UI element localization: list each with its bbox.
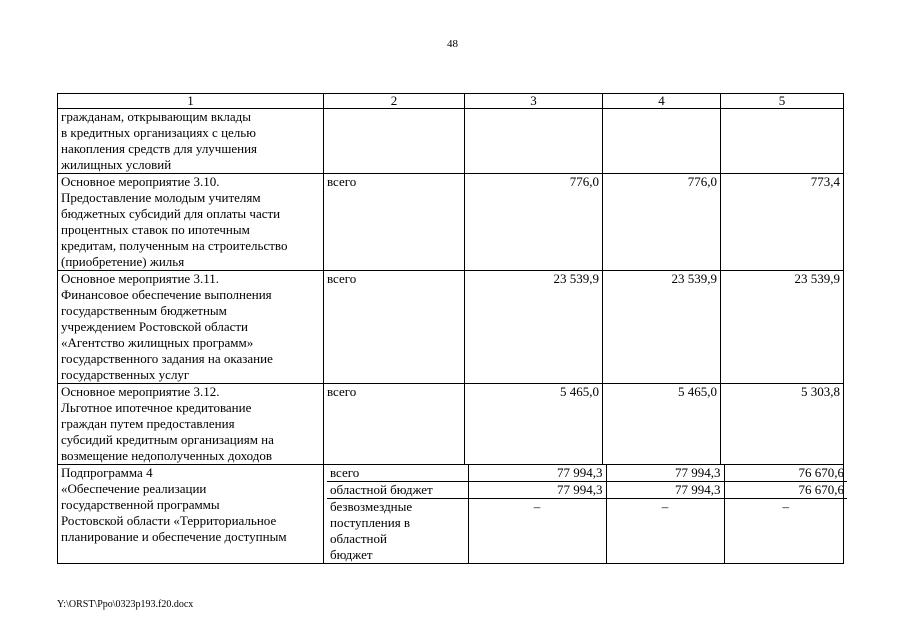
value-cell: 5 303,8 [721, 384, 844, 465]
value-cell [465, 109, 603, 174]
subprogram-name-cell [58, 465, 324, 564]
value-cell: 776,0 [603, 174, 721, 271]
value-cell: 77 994,3 [468, 482, 606, 499]
header-cell: 3 [465, 94, 603, 109]
budget-table [57, 93, 844, 564]
measure-name-line: бюджетных субсидий для оплаты части [61, 206, 281, 221]
subprogram-values-table [327, 465, 847, 563]
measure-name-line: государственным бюджетным [61, 303, 227, 318]
measure-name-line: субсидий кредитным организациям на [61, 432, 274, 447]
value-cell: 776,0 [465, 174, 603, 271]
value-cell: 76 670,6 [724, 482, 847, 499]
measure-name-cell [58, 384, 324, 465]
measure-name-line: Основное мероприятие 3.11. [61, 271, 219, 286]
table-row [58, 109, 844, 174]
value-cell: 23 539,9 [721, 271, 844, 384]
value-cell [603, 109, 721, 174]
subprogram-name-line: планирование и обеспечение доступным [61, 529, 287, 544]
header-cell: 1 [58, 94, 324, 109]
subprogram-name-line: государственной программы [61, 497, 220, 512]
measure-name-line: «Агентство жилищных программ» [61, 335, 254, 350]
value-cell: 5 465,0 [465, 384, 603, 465]
header-cell: 5 [721, 94, 844, 109]
header-row [58, 94, 844, 109]
measure-name-line: государственного задания на оказание [61, 351, 273, 366]
table-row [58, 271, 844, 384]
value-cell: 77 994,3 [606, 482, 724, 499]
measure-name-line: накопления средств для улучшения [61, 141, 258, 156]
funding-source-line: всего [330, 465, 360, 480]
subprogram-row [58, 465, 844, 564]
value-cell: – [606, 499, 724, 564]
value-cell [721, 109, 844, 174]
subprogram-name-line: Ростовской области «Территориальное [61, 513, 277, 528]
measure-name-line: кредитам, полученным на строительство [61, 238, 288, 253]
measure-name-cell [58, 174, 324, 271]
measure-name-line: Льготное ипотечное кредитование [61, 400, 252, 415]
value-cell: – [724, 499, 847, 564]
subprogram-line [327, 499, 847, 564]
value-cell: 23 539,9 [465, 271, 603, 384]
file-path-footer: Y:\ORST\Ppo\0323p193.f20.docx [57, 599, 194, 610]
measure-name-line: Предоставление молодым учителям [61, 190, 261, 205]
value-cell: 23 539,9 [603, 271, 721, 384]
funding-source-cell [327, 482, 468, 499]
measure-name-line: Основное мероприятие 3.10. [61, 174, 220, 189]
table-row [58, 174, 844, 271]
funding-source-cell [327, 465, 468, 482]
funding-source-cell: всего [324, 174, 465, 271]
measure-name-line: гражданам, открывающим вклады [61, 109, 251, 124]
funding-source-cell [327, 499, 468, 564]
header-cell: 4 [603, 94, 721, 109]
measure-name-line: граждан путем предоставления [61, 416, 235, 431]
funding-source-cell: всего [324, 384, 465, 465]
subprogram-name-line: «Обеспечение реализации [61, 481, 207, 496]
subprogram-line [327, 465, 847, 482]
measure-name-line: процентных ставок по ипотечным [61, 222, 250, 237]
subprogram-values-cell [324, 465, 844, 564]
value-cell: 77 994,3 [606, 465, 724, 482]
funding-source-line: поступления в областной [330, 515, 411, 546]
funding-source-cell: всего [324, 271, 465, 384]
measure-name-line: учреждением Ростовской области [61, 319, 248, 334]
value-cell: 773,4 [721, 174, 844, 271]
value-cell: 77 994,3 [468, 465, 606, 482]
measure-name-line: возмещение недополученных доходов [61, 448, 273, 463]
table-row [58, 384, 844, 465]
measure-name-line: (приобретение) жилья [61, 254, 185, 269]
measure-name-cell [58, 109, 324, 174]
subprogram-line [327, 482, 847, 499]
measure-name-line: Основное мероприятие 3.12. [61, 384, 220, 399]
funding-source-line: бюджет [330, 547, 373, 562]
funding-source-cell [324, 109, 465, 174]
funding-source-line: областной бюджет [330, 482, 433, 497]
header-cell: 2 [324, 94, 465, 109]
funding-source-line: безвозмездные [330, 499, 413, 514]
value-cell: – [468, 499, 606, 564]
value-cell: 5 465,0 [603, 384, 721, 465]
subprogram-name-line: Подпрограмма 4 [61, 465, 153, 480]
measure-name-line: Финансовое обеспечение выполнения [61, 287, 272, 302]
page-number: 48 [447, 38, 458, 50]
measure-name-line: в кредитных организациях с целью [61, 125, 256, 140]
measure-name-line: государственных услуг [61, 367, 190, 382]
measure-name-line: жилищных условий [61, 157, 172, 172]
measure-name-cell [58, 271, 324, 384]
value-cell: 76 670,6 [724, 465, 847, 482]
